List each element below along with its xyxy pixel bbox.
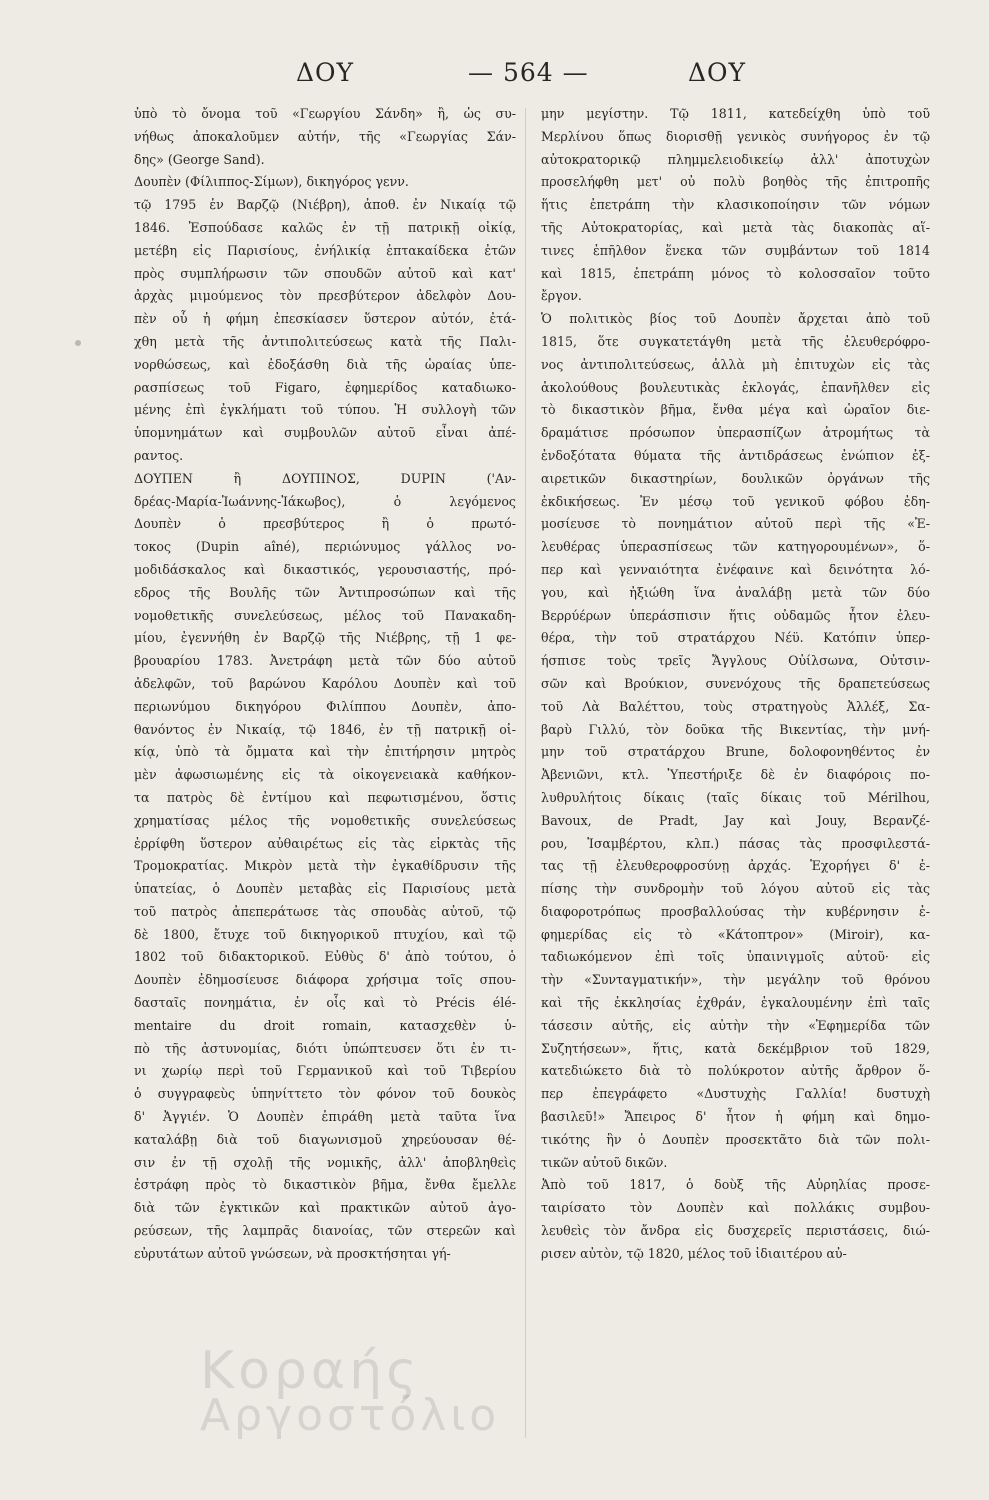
text-line: Ἀβενιῶνι, κτλ. Ὑπεστήριξε δὲ ἐν διαφόροις πο- <box>541 767 930 783</box>
text-line: τινες ἐπῆλθον ἕνεκα τῶν συμβάντων τοῦ 1814 <box>541 242 930 258</box>
text-line: προσελήφθη μετ' οὐ πολὺ βοηθὸς τῆς ἐπιτροπῆς <box>541 174 930 190</box>
page-header <box>0 58 989 98</box>
text-line: τῆς Αὐτοκρατορίας, καὶ μετὰ τὰς διακοπὰς αἵ- <box>541 219 930 235</box>
text-line: ρεύσεων, τῆς λαμπρᾶς διανοίας, τῶν στερεῶν καὶ <box>134 1223 516 1239</box>
text-line: τοῦ πατρὸς ἀπεπεράτωσε τὰς σπουδὰς αὐτοῦ, τῷ <box>134 903 516 919</box>
text-line: δραμάτισε πρόσωπον ὑπερασπίζων ἀτρομήτως τὰ <box>541 425 930 441</box>
text-line: ἔργον. <box>541 288 582 304</box>
text-line: μένης ἐπὶ ἐγκλήματι τοῦ τύπου. Ἡ συλλογὴ τῶν <box>134 402 516 418</box>
text-line: πὸ τῆς ἀστυνομίας, διότι ὑπώπτευσεν ὅτι ἐν τι- <box>134 1040 516 1056</box>
text-line: δ' Ἀγγιέν. Ὁ Δουπὲν ἐπιράθη μετὰ ταῦτα ἵνα <box>134 1109 516 1125</box>
text-line: ὁ συγγραφεὺς ὑπηνίττετο τὸν φόνον τοῦ δουκὸς <box>134 1086 516 1102</box>
text-line: ὑπατείας, ὁ Δουπὲν μεταβὰς εἰς Παρισίους μετὰ <box>134 881 516 897</box>
text-line: ρου, Ἰσαμβέρτου, κλπ.) πάσας τὰς προσφιλεστά- <box>541 835 930 851</box>
text-line: Ὁ πολιτικὸς βίος τοῦ Δουπὲν ἄρχεται ἀπὸ τοῦ <box>541 311 930 327</box>
text-line: θανόντος ἐν Νικαίᾳ, τῷ 1846, ἐν τῇ πατρικῇ οἰ- <box>134 721 516 737</box>
text-line: Δουπὲν ἐδημοσίευσε διάφορα χρήσιμα τοῖς σπου- <box>134 972 516 988</box>
text-line: περιωνύμου δικηγόρου Φιλίππου Δουπὲν, ἀπο- <box>134 698 516 714</box>
text-line: τας τῇ ἐλευθεροφροσύνῃ ἀρχάς. Ἐχορήγει δ' ἐ- <box>541 858 930 874</box>
header-right-term: ΔΟΥ <box>688 58 747 87</box>
text-line: mentaire du droit romain, κατασχεθὲν ὑ- <box>134 1017 516 1033</box>
text-line: γου, καὶ ἠξιώθη ἵνα ἀναλάβῃ μετὰ τῶν δύο <box>541 584 930 600</box>
text-line: εδρος τῆς Βουλῆς τῶν Ἀντιπροσώπων καὶ τῆς <box>134 584 516 600</box>
text-line: χρηματίσας μέλος τῆς νομοθετικῆς συνελεύσεως <box>134 812 516 828</box>
text-line: ὑπὸ τὸ ὄνομα τοῦ «Γεωργίου Σάνδη» ἢ, ὡς συ- <box>134 106 516 121</box>
text-line: λευθεὶς τὸν ἄνδρα εἰς δυσχερεῖς περιστάσεις, διώ- <box>541 1223 930 1239</box>
text-line: κίᾳ, ὑπὸ τὰ ὄμματα καὶ τὴν ἐπιτήρησιν μητρὸς <box>134 744 516 760</box>
text-line: βαρὺ Γιλλύ, τὸν δοῦκα τῆς Βικεντίας, τὴν μνή- <box>541 721 930 737</box>
library-watermark: Κοραής Αργοστόλιο <box>200 1341 501 1441</box>
text-line: Bavoux, de Pradt, Jay καὶ Jouy, Βερανζέ- <box>541 812 930 828</box>
text-line: ὑπομνημάτων καὶ συμβουλῶν αὐτοῦ εἶναι ἀπέ- <box>134 425 516 441</box>
text-line: καταλάβῃ διὰ τοῦ διαγωνισμοῦ χηρεύουσαν θέ- <box>134 1131 516 1147</box>
text-line: ρασπίσεως τοῦ Figaro, ἐφημερίδος καταδιωκο- <box>134 379 516 395</box>
text-line: ἐστράφη πρὸς τὸ δικαστικὸν βῆμα, ἔνθα ἔμελλε <box>134 1177 516 1193</box>
text-line: πίσης τὴν συνδρομὴν τοῦ λόγου αὐτοῦ εἰς τὰς <box>541 881 930 897</box>
text-line: πρὸς συμπλήρωσιν τῶν σπουδῶν αὐτοῦ καὶ κατ' <box>134 265 516 281</box>
text-line: καὶ τῆς ἐκκλησίας ἐχθράν, ἐγκαλουμένην ἐπὶ ταῖς <box>541 995 930 1011</box>
text-line: τικότης ἣν ὁ Δουπὲν προσεκτᾶτο διὰ τῶν πολι- <box>541 1131 930 1147</box>
text-line: Βερρύέρων ὑπεράσπισιν ἥτις οὐδαμῶς ἦτον ἐλευ- <box>541 607 930 623</box>
text-line: διαφοροτρόπως προσβαλλούσας τὴν κυβέρνησιν ἐ- <box>541 903 930 919</box>
text-line: ἀδελφῶν, τοῦ βαρώνου Καρόλου Δουπὲν καὶ τοῦ <box>134 675 516 691</box>
text-line: 1846. Ἐσπούδασε καλῶς ἐν τῇ πατρικῇ οἰκίᾳ, <box>134 219 516 235</box>
text-line: νομοθετικῆς συνελεύσεως, μέλος τοῦ Πανακαδη- <box>134 607 516 623</box>
text-line: διὰ τῶν ἐγκτικῶν καὶ πρακτικῶν αὐτοῦ ἀγο- <box>134 1200 516 1216</box>
text-line: σιν ἐν τῇ σχολῇ τῆς νομικῆς, ἀλλ' ἀποβληθεὶς <box>134 1154 516 1170</box>
text-line: κατεδιώκετο διὰ τὸ πολύκροτον αὐτῆς ἄρθρον ὅ- <box>541 1063 930 1079</box>
text-line: νήθως ἀποκαλοῦμεν αὐτήν, τῆς «Γεωργίας Σάν- <box>134 128 516 144</box>
text-line: αὐτοκρατορικῷ πλημμελειοδικείῳ ἀλλ' ἀποτυχὼν <box>541 151 930 167</box>
paper-spot <box>75 340 81 346</box>
text-line: ἀκολούθους βουλευτικὰς ἐκλογάς, ἐπανῆλθεν εἰς <box>541 379 930 395</box>
text-line: τικῶν αὐτοῦ δικῶν. <box>541 1154 668 1170</box>
text-line: νος ἀντιπολιτεύσεως, ἀλλὰ μὴ ἐπιτυχὼν εἰς τὰς <box>541 356 930 372</box>
text-line: ταιρίσατο τὸν Δουπὲν καὶ πολλάκις συμβου- <box>541 1200 930 1216</box>
text-line: δασταῖς πονημάτια, ἐν οἷς καὶ τὸ Précis élé- <box>134 995 516 1011</box>
text-line: ἐκδικήσεως. Ἐν μέσῳ τοῦ γενικοῦ φόβου ἐδη- <box>541 493 930 509</box>
text-line: Τρομοκρατίας. Μικρὸν μετὰ τὴν ἐγκαθίδρυσιν τῆς <box>134 858 516 874</box>
text-line: τὸ δικαστικὸν βῆμα, ἔνθα μέγα καὶ ὡραῖον διε- <box>541 402 930 418</box>
header-left-term: ΔΟΥ <box>296 58 355 87</box>
left-column <box>134 103 516 1266</box>
text-line: νι χωρίῳ περὶ τοῦ Γερμανικοῦ καὶ τοῦ Τιβερίου <box>134 1063 516 1079</box>
text-line: Δουπὲν (Φίλιππος-Σίμων), δικηγόρος γενν. <box>134 174 409 190</box>
text-line: μὲν ἀφωσιωμένης εἰς τὰ οἰκογενειακὰ καθήκον- <box>134 767 516 783</box>
text-line: Δουπὲν ὁ πρεσβύτερος ἢ ὁ πρωτό- <box>134 516 516 532</box>
text-line: βρουαρίου 1783. Ἀνετράφη μετὰ τῶν δύο αὐτοῦ <box>134 653 516 669</box>
text-line: μην τοῦ στρατάρχου Brune, δολοφονηθέντος ἐν <box>541 744 930 760</box>
text-line: δρέας-Μαρία-Ἰωάννης-Ἰάκωβος), ὁ λεγόμενος <box>134 493 516 509</box>
text-line: δης» (George Sand). <box>134 151 265 167</box>
text-line: λυθρυλήτοις δίκαις (ταῖς δίκαις τοῦ Mérilhou, <box>541 789 930 805</box>
text-line: μοσίευσε τὸ πονημάτιον αὐτοῦ περὶ τῆς «Ἐ- <box>541 516 930 532</box>
column-divider <box>525 108 526 1438</box>
text-line: Μερλίνου ὅπως διορισθῇ γενικὸς συνήγορος ἐν τῷ <box>541 128 930 144</box>
text-line: θέρα, τὴν τοῦ στρατάρχου Νέϋ. Κατόπιν ὑπερ- <box>541 630 930 646</box>
text-line: μοδιδάσκαλος καὶ δικαστικός, γερουσιαστής, πρό- <box>134 561 516 577</box>
text-line: τα πατρὸς δὲ ἐντίμου καὶ πεφωτισμένου, ὅστις <box>134 789 516 805</box>
text-line: τῷ 1795 ἐν Βαρζῷ (Νιέβρη), ἀποθ. ἐν Νικαίᾳ τῷ <box>134 197 516 213</box>
text-line: 1815, ὅτε συγκατετάγθη μετὰ τῆς ἐλευθερόφρο- <box>541 333 930 349</box>
text-line: νορθώσεως, καὶ ἐδοξάσθη διὰ τῆς ὡραίας ὑπε- <box>134 356 516 372</box>
text-line: ἥτις ἐπετράπη τὴν κλασικοποίησιν τῶν νόμων <box>541 197 930 213</box>
text-line: Συζητήσεων», ἥτις, κατὰ δεκέμβριον τοῦ 1829, <box>541 1040 930 1056</box>
text-line: ρισεν αὐτὸν, τῷ 1820, μέλος τοῦ ἰδιαιτέρου αὐ- <box>541 1245 847 1261</box>
text-line: τάσεσιν αὐτῆς, εἰς αὐτὴν τὴν «Ἐφημερίδα τῶν <box>541 1017 930 1033</box>
text-line: καὶ 1815, ἐπετράπη μόνος τὸ κολοσσαῖον τοῦτο <box>541 265 930 281</box>
text-line: αιρετικῶν δικαστηρίων, δουλικῶν ὀργάνων τῆς <box>541 470 930 486</box>
text-line: εὐρυτάτων αὐτοῦ γνώσεων, νὰ προσκτήσηται γή- <box>134 1245 451 1261</box>
text-line: χθη μετὰ τῆς ἀντιπολιτεύσεως κατὰ τῆς Παλι- <box>134 333 516 349</box>
text-line: τὴν «Συνταγματικήν», τὴν μεγάλην τοῦ θρόνου <box>541 972 930 988</box>
text-line: τοῦ Λὰ Βαλέττου, τοὺς στρατηγοὺς Ἀλλέξ, Σα- <box>541 698 930 714</box>
text-line: ΔΟΥΠΕΝ ἢ ΔΟΥΠΙΝΟΣ, DUPIN ('Αν- <box>134 470 516 486</box>
text-line: ταδιωκόμενον ἐπὶ τοῖς ὑπαινιγμοῖς αὐτοῦ· εἰς <box>541 949 930 965</box>
text-line: ἐνδοξότατα θύματα τῆς ἀντιδράσεως ἐνώπιον ἐξ- <box>541 447 930 463</box>
text-line: περ ἐπεγράφετο «Δυστυχὴς Γαλλία! δυστυχὴ <box>541 1086 930 1102</box>
text-line: τοκος (Dupin aîné), περιώνυμος γάλλος νο- <box>134 539 516 555</box>
text-line: ἀρχὰς μιμούμενος τὸν πρεσβύτερον ἀδελφὸν Δου- <box>134 288 516 304</box>
text-line: μην μεγίστην. Τῷ 1811, κατεδείχθη ὑπὸ τοῦ <box>541 106 930 121</box>
text-line: πὲν οὗ ἡ φήμη ἐπεσκίασεν ὕστερον αὐτόν, ἐτά- <box>134 311 516 327</box>
text-line: φημερίδας εἰς τὸ «Κάτοπτρον» (Miroir), κα- <box>541 926 930 942</box>
text-line: ραντος. <box>134 447 184 463</box>
text-line: σῶν καὶ Βρούκιον, συνενόχους τῆς δραπετεύσεως <box>541 675 930 691</box>
text-line: λευθέρας ὑπερασπίσεως τῶν κατηγορουμένων», ὅ- <box>541 539 930 555</box>
text-line: περ καὶ γενναιότητα ἐνέφαινε καὶ δεινότητα λό- <box>541 561 930 577</box>
page-number: — 564 — <box>468 58 589 87</box>
text-line: μετέβη εἰς Παρισίους, ἐνήλικίᾳ ἑπτακαίδεκα ἐτῶν <box>134 242 516 258</box>
text-line: ἐρρίφθη ὕστερον αὐθαιρέτως εἰς τὰς εἱρκτὰς τῆς <box>134 835 516 851</box>
text-line: δὲ 1800, ἔτυχε τοῦ δικηγορικοῦ πτυχίου, καὶ τῷ <box>134 926 516 942</box>
text-line: μίου, ἐγεννήθη ἐν Βαρζῷ τῆς Νιέβρης, τῇ 1 φε- <box>134 630 516 646</box>
text-line: ήσπισε τοὺς τρεῖς Ἄγγλους Οὐίλσωνα, Οὐτσιν- <box>541 653 930 669</box>
text-line: Ἀπὸ τοῦ 1817, ὁ δοὺξ τῆς Αὐρηλίας προσε- <box>541 1177 930 1193</box>
text-line: 1802 τοῦ διδακτορικοῦ. Εὐθὺς δ' ἀπὸ τούτου, ὁ <box>134 949 516 965</box>
right-column <box>541 103 930 1266</box>
text-line: βασιλεῦ!» Ἄπειρος δ' ἦτον ἡ φήμη καὶ δημο- <box>541 1109 930 1125</box>
